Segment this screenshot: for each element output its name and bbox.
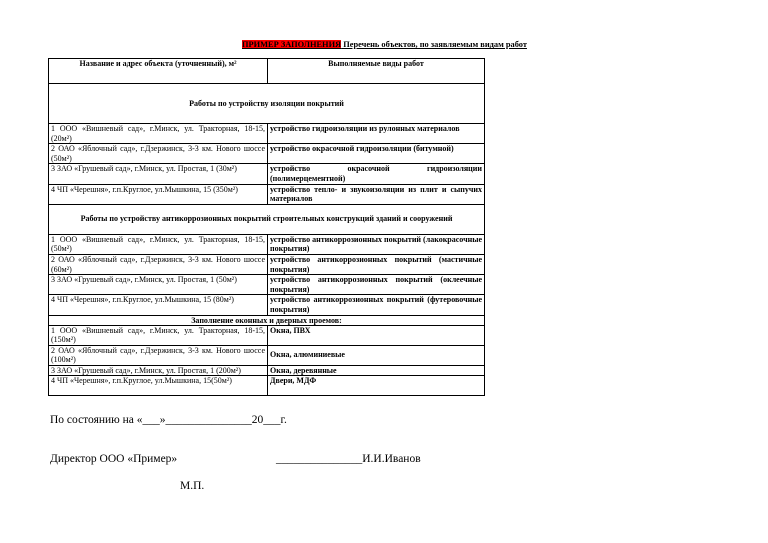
section-row xyxy=(49,315,485,325)
work-type: устройство антикоррозионных покрытий (оклеечные покрытия) xyxy=(268,275,485,295)
object-address: 2 ОАО «Яблочный сад», г.Дзержинск, 3-3 км. Нового шоссе (50м²) xyxy=(49,144,268,164)
object-address: 4 ЧП «Черешня», г.п.Круглое, ул.Мышкина, 15 (350м²) xyxy=(49,184,268,204)
table-row xyxy=(49,376,485,396)
object-address: 1 ООО «Вишневый сад», г.Минск, ул. Тракторная, 18-15, (150м²) xyxy=(49,325,268,345)
work-type: устройство окрасочной гидроизоляции (полимерцементной) xyxy=(268,164,485,184)
table-row xyxy=(49,254,485,274)
object-address: 3 ЗАО «Грушевый сад», г.Минск, ул. Простая, 1 (30м²) xyxy=(49,164,268,184)
object-address: 1 ООО «Вишневый сад», г.Минск, ул. Тракторная, 18-15, (20м²) xyxy=(49,124,268,144)
table-row xyxy=(49,345,485,365)
table-row xyxy=(49,325,485,345)
work-type: устройство окрасочной гидроизоляции (битумной) xyxy=(268,144,485,164)
stamp-place: М.П. xyxy=(180,480,205,492)
section-title-openings: Заполнение оконных и дверных проемов: xyxy=(49,315,485,325)
header-work-types: Выполняемые виды работ xyxy=(268,59,485,84)
table-row xyxy=(49,184,485,204)
table-row xyxy=(49,124,485,144)
work-type: устройство антикоррозионных покрытий (лакокрасочные покрытия) xyxy=(268,234,485,254)
table-header-row xyxy=(49,59,485,84)
object-address: 4 ЧП «Черешня», г.п.Круглое, ул.Мышкина, 15 (80м²) xyxy=(49,295,268,315)
work-type: устройство антикоррозионных покрытий (мастичные покрытия) xyxy=(268,254,485,274)
title-highlight: ПРИМЕР ЗАПОЛНЕНИЯ xyxy=(242,40,342,49)
table-row xyxy=(49,275,485,295)
table-row xyxy=(49,164,485,184)
objects-table xyxy=(48,58,485,396)
table-row xyxy=(49,295,485,315)
object-address: 3 ЗАО «Грушевый сад», г.Минск, ул. Простая, 1 (200м²) xyxy=(49,365,268,376)
work-type: Окна, деревянные xyxy=(268,365,485,376)
section-row xyxy=(49,204,485,234)
work-type: устройство гидроизоляции из рулонных материалов xyxy=(268,124,485,144)
object-address: 2 ОАО «Яблочный сад», г.Дзержинск, 3-3 км. Нового шоссе (100м²) xyxy=(49,345,268,365)
object-address: 3 ЗАО «Грушевый сад», г.Минск, ул. Простая, 1 (50м²) xyxy=(49,275,268,295)
director-title: Директор ООО «Пример» xyxy=(50,453,178,465)
work-type: Окна, алюминиевые xyxy=(268,345,485,365)
title-text: Перечень объектов, по заявляемым видам работ xyxy=(341,40,527,49)
table-row xyxy=(49,234,485,254)
signature-line: _______________И.И.Иванов xyxy=(276,453,421,465)
work-type: устройство антикоррозионных покрытий (футеровочные покрытия) xyxy=(268,295,485,315)
header-object-name: Название и адрес объекта (уточненный), м² xyxy=(49,59,268,84)
work-type: Двери, МДФ xyxy=(268,376,485,396)
status-date-line: По состоянию на «___»_______________20___г. xyxy=(50,414,287,426)
document-title xyxy=(0,40,768,49)
object-address: 1 ООО «Вишневый сад», г.Минск, ул. Тракторная, 18-15, (50м²) xyxy=(49,234,268,254)
section-row xyxy=(49,84,485,124)
object-address: 2 ОАО «Яблочный сад», г.Дзержинск, 3-3 км. Нового шоссе (60м²) xyxy=(49,254,268,274)
work-type: Окна, ПВХ xyxy=(268,325,485,345)
table-row xyxy=(49,144,485,164)
section-title-insulation: Работы по устройству изоляции покрытий xyxy=(49,84,485,124)
object-address: 4 ЧП «Черешня», г.п.Круглое, ул.Мышкина, 15(50м²) xyxy=(49,376,268,396)
section-title-anticorrosion: Работы по устройству антикоррозионных покрытий строительных конструкций зданий и сооружений xyxy=(49,204,485,234)
table-row xyxy=(49,365,485,376)
work-type: устройство тепло- и звукоизоляции из плит и сыпучих материалов xyxy=(268,184,485,204)
